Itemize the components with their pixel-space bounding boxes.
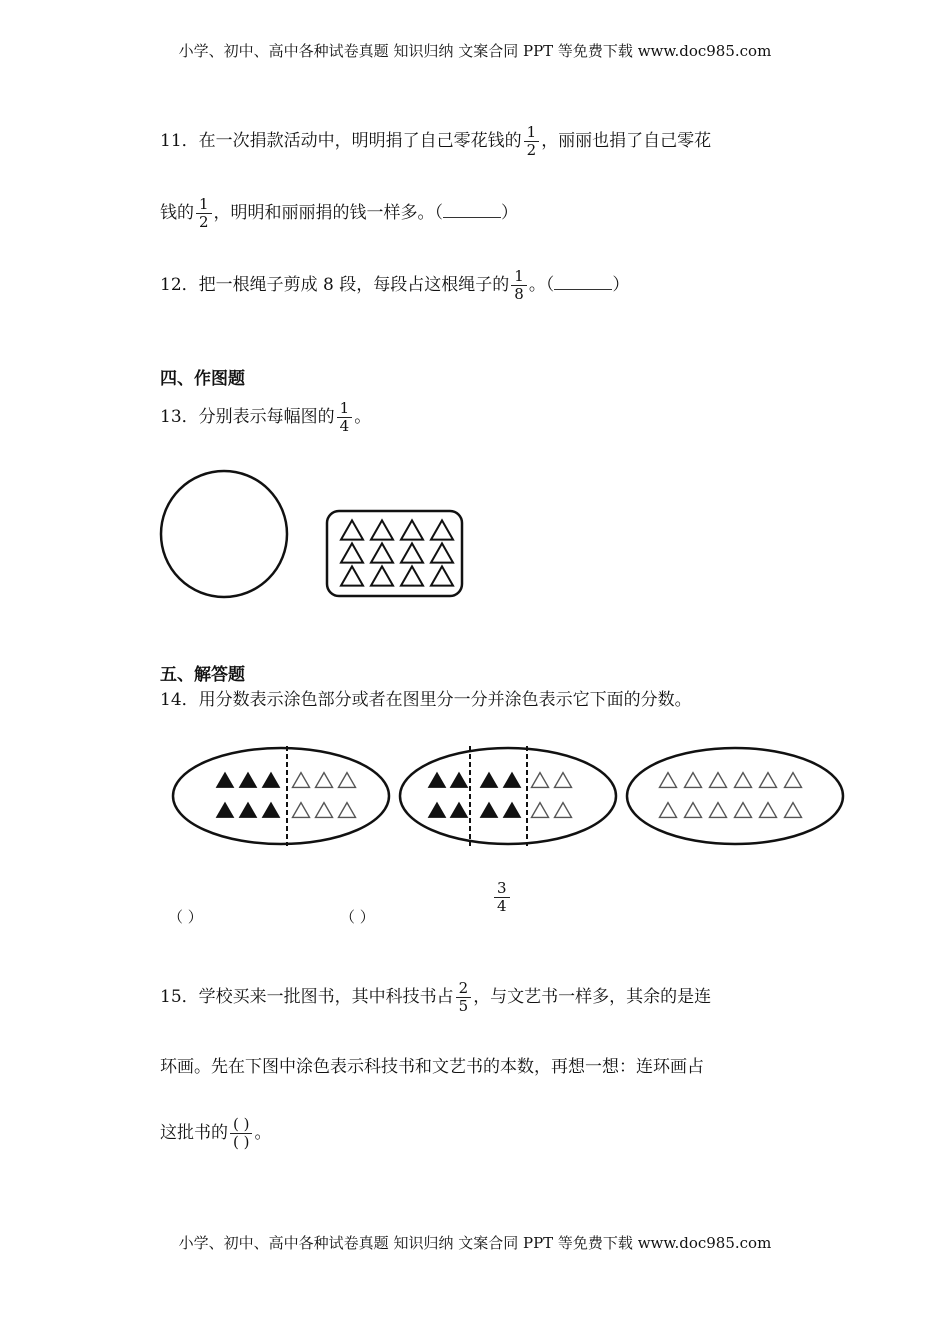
outline-triangle <box>710 803 727 818</box>
q14-fraction-value <box>494 880 510 915</box>
page-header: 小学、初中、高中各种试卷真题 知识归纳 文案合同 PPT 等免费下载 www.doc985.com <box>178 42 772 60</box>
filled-triangle <box>240 773 257 788</box>
outline-triangle <box>660 773 677 788</box>
q13-text-1: 13．分别表示每幅图的 <box>160 407 335 427</box>
filled-triangle <box>217 803 234 818</box>
filled-triangle <box>240 803 257 818</box>
q15-fraction <box>456 980 472 1015</box>
fraction-numerator: 1 <box>196 196 212 214</box>
fraction-denominator: 2 <box>199 213 209 231</box>
outline-triangle <box>735 773 752 788</box>
q13-fraction <box>337 400 353 435</box>
question-15-line-3 <box>160 1116 271 1151</box>
grid-triangle <box>431 566 453 585</box>
fraction-numerator-blank[interactable]: ( ) <box>230 1116 252 1134</box>
outline-triangle <box>660 803 677 818</box>
filled-triangle <box>451 803 468 818</box>
oval-triangles <box>217 773 802 818</box>
grid-triangle <box>401 566 423 585</box>
outline-triangle <box>293 773 310 788</box>
q15-text-1: 15．学校买来一批图书，其中科技书占 <box>160 987 454 1007</box>
section-4-title: 四、作图题 <box>160 369 245 389</box>
page-footer: 小学、初中、高中各种试卷真题 知识归纳 文案合同 PPT 等免费下载 www.doc985.com <box>178 1234 772 1252</box>
q15-text-3: 这批书的 <box>160 1123 228 1143</box>
q11-text-3: 钱的 <box>160 203 194 223</box>
filled-triangle <box>429 773 446 788</box>
question-15-line-1 <box>160 980 711 1015</box>
filled-triangle <box>504 773 521 788</box>
filled-triangle <box>504 803 521 818</box>
outline-triangle <box>316 773 333 788</box>
q12-fraction <box>511 268 527 303</box>
grid-triangle <box>371 520 393 539</box>
grid-triangle <box>371 566 393 585</box>
fraction-numerator: 2 <box>456 980 472 998</box>
outline-triangle <box>555 803 572 818</box>
outline-triangle <box>532 803 549 818</box>
grid-triangle <box>431 543 453 562</box>
fraction-denominator-blank[interactable]: ( ) <box>233 1133 250 1151</box>
grid-triangle <box>341 543 363 562</box>
q12-text-3: ） <box>612 275 630 295</box>
fraction-denominator: 2 <box>526 141 537 159</box>
grid-triangle <box>371 543 393 562</box>
q12-text-2: 。（ <box>528 275 555 295</box>
q14-answer-1[interactable]: （ ） <box>168 908 203 926</box>
section-5-title: 五、解答题 <box>160 665 245 685</box>
outline-triangle <box>710 773 727 788</box>
outline-triangle <box>760 803 777 818</box>
fraction-denominator: 5 <box>458 997 469 1015</box>
oval-3[interactable] <box>627 748 843 844</box>
q12-text-1: 12．把一根绳子剪成 8 段，每段占这根绳子的 <box>160 275 510 295</box>
fraction-denominator: 4 <box>339 417 350 435</box>
fraction-denominator: 8 <box>514 285 524 303</box>
outline-triangle <box>735 803 752 818</box>
grid-triangle <box>341 566 363 585</box>
q11-text-4: ，明明和丽丽捐的钱一样多。（ <box>213 203 444 223</box>
q11-text-5: ） <box>501 203 519 223</box>
q11-text-2: ，丽丽也捐了自己零花 <box>541 131 712 151</box>
grid-triangle <box>341 520 363 539</box>
outline-triangle <box>760 773 777 788</box>
outline-triangle <box>316 803 333 818</box>
outline-triangle <box>339 773 356 788</box>
oval-1 <box>173 748 389 844</box>
question-13 <box>160 400 371 435</box>
q15-answer-fraction[interactable] <box>230 1116 252 1151</box>
filled-triangle <box>481 803 498 818</box>
fraction-denominator: 4 <box>497 897 507 915</box>
fraction-numerator: 3 <box>494 880 510 898</box>
grid-triangle <box>401 520 423 539</box>
filled-triangle <box>263 803 280 818</box>
question-11-line-1 <box>160 124 711 159</box>
question-14: 14．用分数表示涂色部分或者在图里分一分并涂色表示它下面的分数。 <box>160 690 692 710</box>
q11-fraction-1 <box>524 124 540 159</box>
outline-triangle <box>785 773 802 788</box>
outline-triangle <box>685 803 702 818</box>
q11-answer-blank[interactable] <box>443 203 501 218</box>
filled-triangle <box>451 773 468 788</box>
oval-2 <box>400 748 616 844</box>
filled-triangle <box>429 803 446 818</box>
q14-ovals <box>165 740 855 855</box>
outline-triangle <box>293 803 310 818</box>
question-15-line-2: 环画。先在下图中涂色表示科技书和文艺书的本数，再想一想：连环画占 <box>160 1057 704 1077</box>
outline-triangle <box>555 773 572 788</box>
grid-triangle <box>401 543 423 562</box>
grid-triangle <box>431 520 453 539</box>
q14-answer-2[interactable]: （ ） <box>340 908 375 926</box>
fraction-numerator: 1 <box>511 268 527 286</box>
outline-triangle <box>785 803 802 818</box>
q11-fraction-2 <box>196 196 212 231</box>
outline-triangle <box>532 773 549 788</box>
fraction-numerator: 1 <box>524 124 540 142</box>
q14-fraction <box>492 880 512 915</box>
filled-triangle <box>263 773 280 788</box>
circle-shape[interactable] <box>161 471 287 597</box>
q13-figures <box>150 462 480 607</box>
triangle-grid <box>341 520 453 585</box>
q11-text-1: 11．在一次捐款活动中，明明捐了自己零花钱的 <box>160 131 522 151</box>
fraction-numerator: 1 <box>337 400 353 418</box>
question-12 <box>160 268 629 303</box>
q15-text-end: 。 <box>254 1123 272 1143</box>
question-11-line-2 <box>160 196 518 231</box>
q13-text-2: 。 <box>354 407 372 427</box>
q15-text-2: ，与文艺书一样多，其余的是连 <box>473 987 712 1007</box>
outline-triangle <box>339 803 356 818</box>
outline-triangle <box>685 773 702 788</box>
filled-triangle <box>217 773 234 788</box>
filled-triangle <box>481 773 498 788</box>
q12-answer-blank[interactable] <box>554 275 612 290</box>
